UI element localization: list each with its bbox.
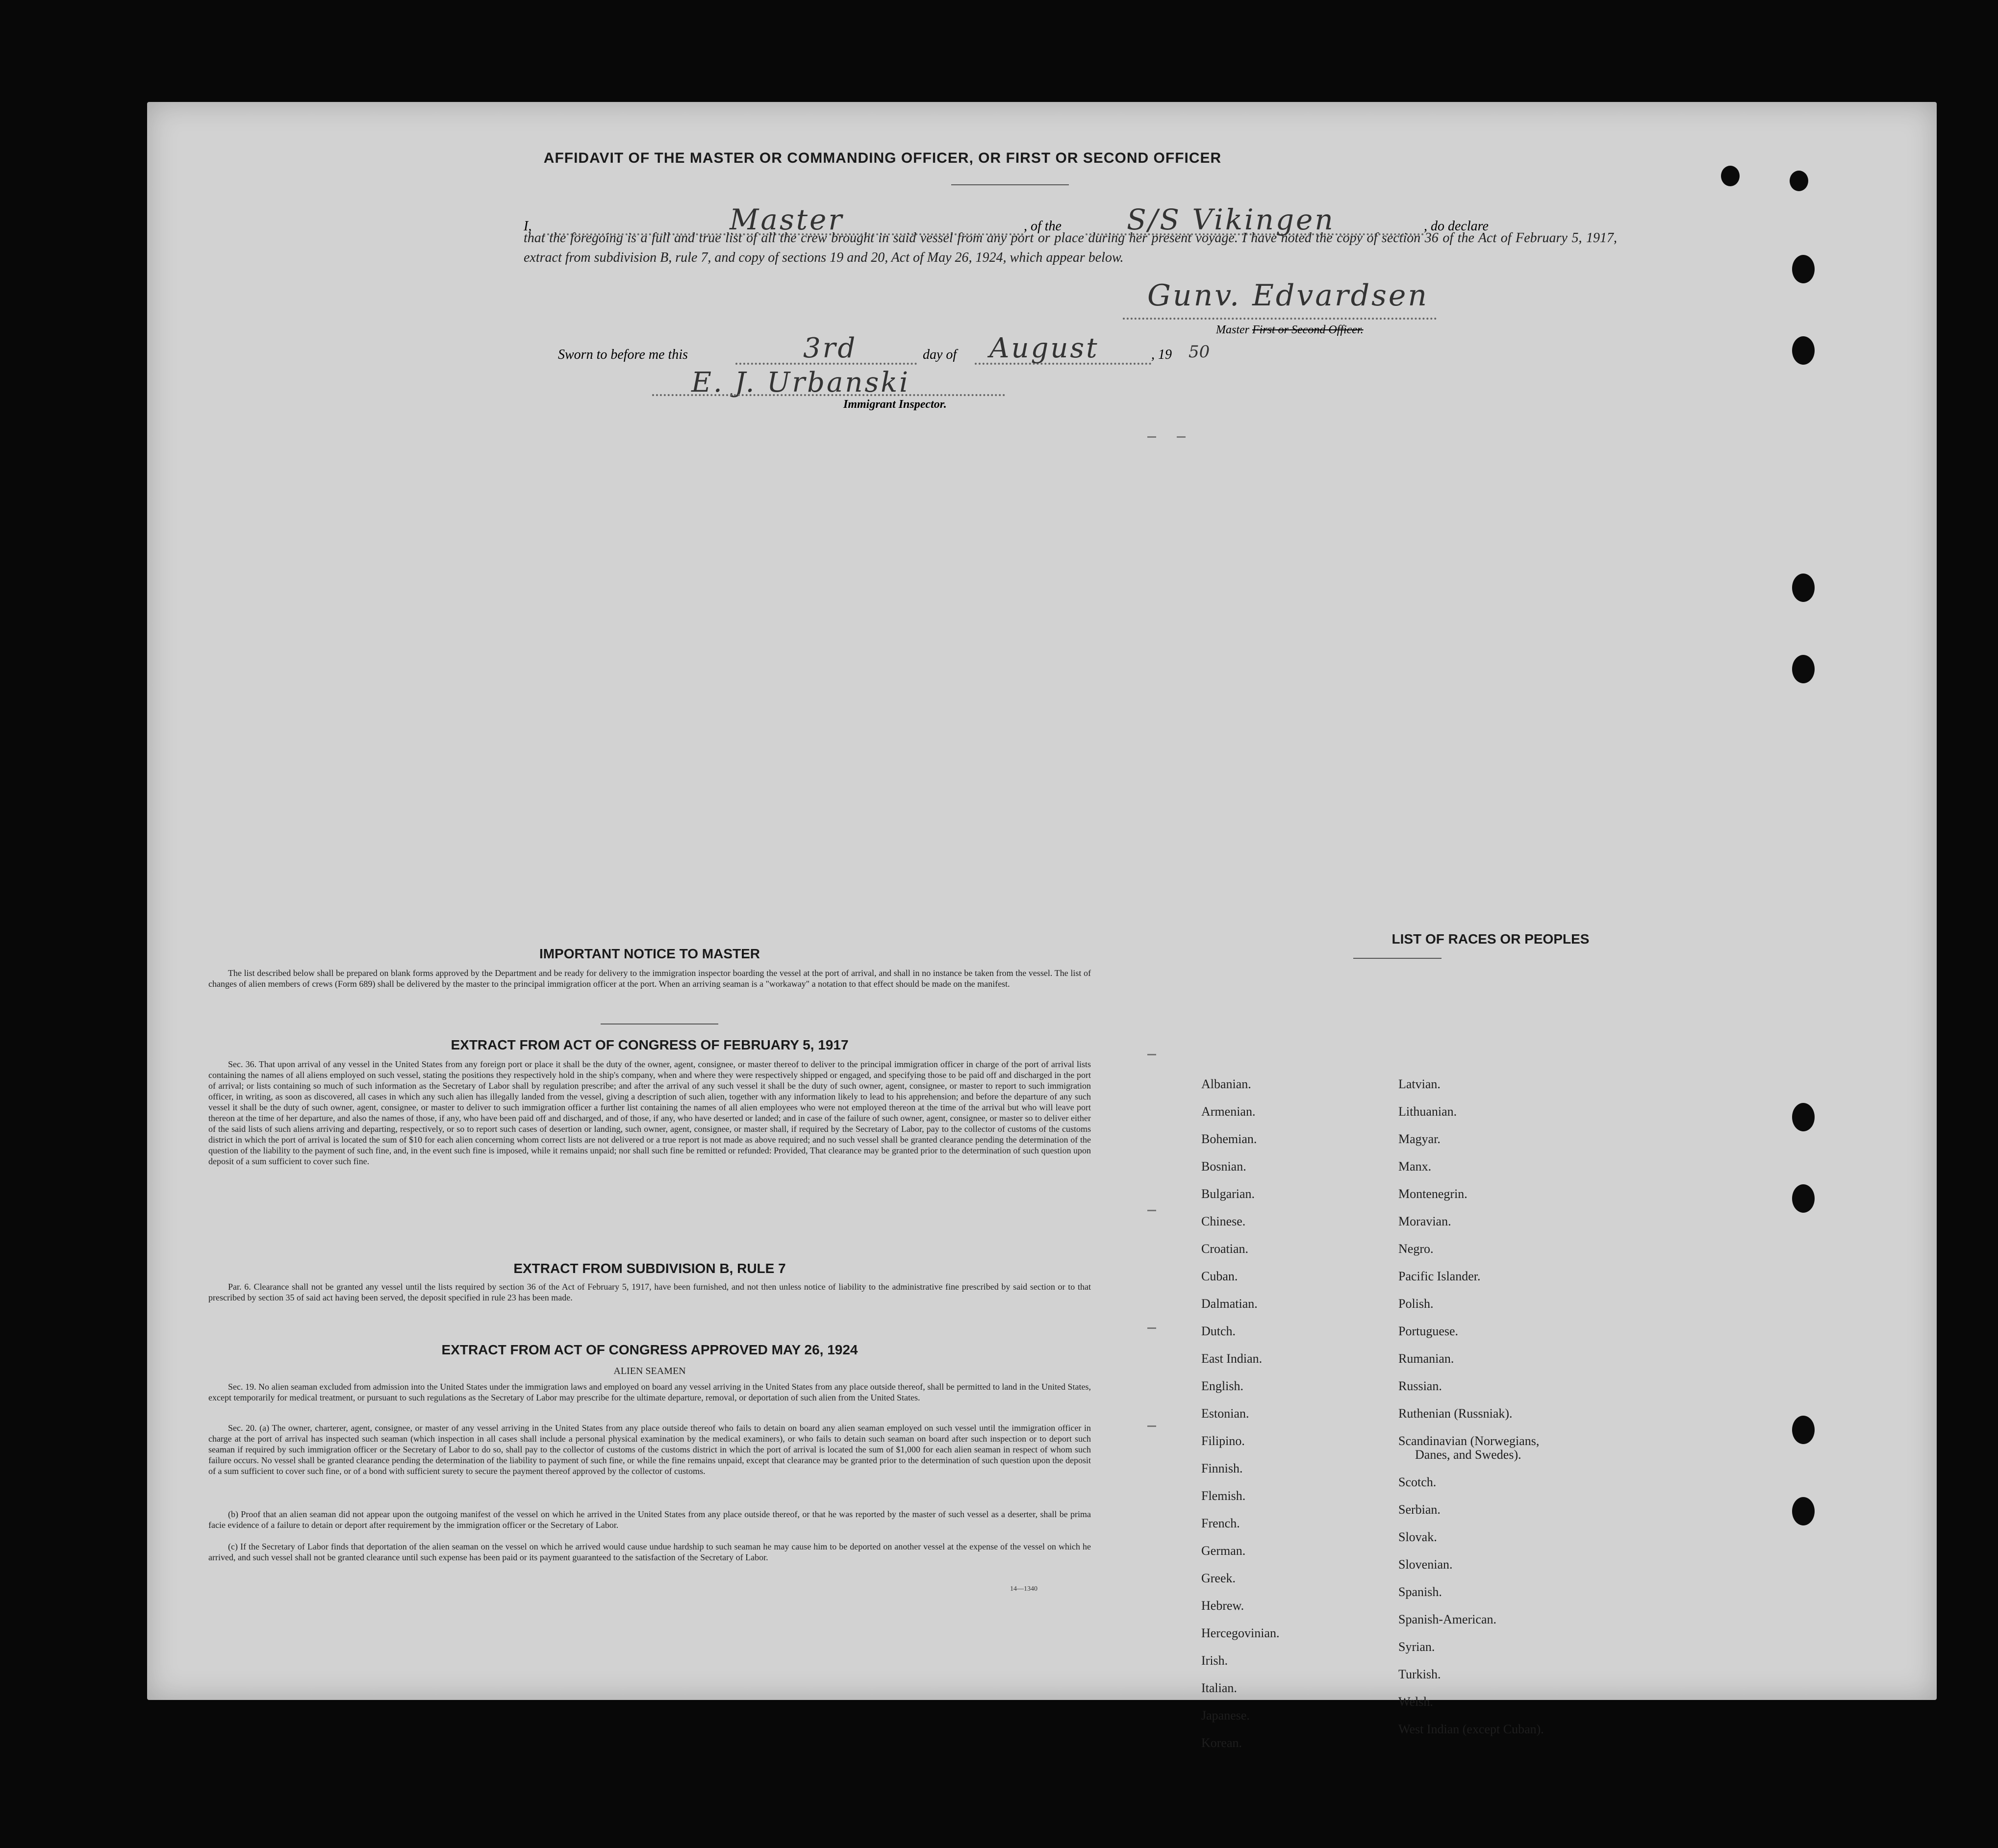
race-item: Pacific Islander. (1398, 1269, 1481, 1283)
race-item: East Indian. (1201, 1351, 1263, 1366)
race-item: Spanish. (1398, 1585, 1442, 1599)
caption-master: Master (1216, 324, 1249, 336)
race-item: Magyar. (1398, 1132, 1441, 1146)
declarant-prefix: I, (524, 219, 532, 234)
race-item-multiline (1398, 1434, 1544, 1475)
race-item: Dutch. (1201, 1324, 1236, 1338)
race-item: Negro. (1398, 1242, 1434, 1256)
race-item: Armenian. (1201, 1104, 1256, 1119)
race-item: Syrian. (1398, 1640, 1435, 1654)
notice-text: The list described below shall be prepared on blank forms approved by the Department and be ready for delivery to the immigration inspector boarding the vessel at the port of arrival, and shall in no instance be taken from the vessel. The list of changes of alien members of crews (Form 689) shall be delivered by the master to the principal immigration officer at the port. When an arriving seaman is a "workaway" a notation to that effect should be made on the manifest. (208, 968, 1091, 989)
punch-hole (1792, 1497, 1815, 1525)
races-divider (1353, 958, 1442, 959)
races-title: LIST OF RACES OR PEOPLES (1391, 931, 1590, 947)
stray-mark (1147, 436, 1156, 438)
alien-seamen-subtitle: ALIEN SEAMEN (613, 1366, 686, 1376)
punch-hole (1792, 1184, 1815, 1213)
race-item: French. (1201, 1516, 1240, 1530)
race-item: Japanese. (1201, 1708, 1250, 1723)
inspector-caption: Immigrant Inspector. (843, 398, 947, 411)
extract-1917-title: EXTRACT FROM ACT OF CONGRESS OF FEBRUARY 5, 1917 (451, 1037, 849, 1052)
race-item: Chinese. (1201, 1214, 1246, 1228)
race-item: Turkish. (1398, 1667, 1441, 1681)
race-item: Bosnian. (1201, 1159, 1246, 1174)
race-item: Greek. (1201, 1571, 1236, 1585)
do-declare-label: , do declare (1424, 219, 1489, 234)
race-item: Montenegrin. (1398, 1187, 1467, 1201)
race-item-line: Danes, and Swedes). (1415, 1448, 1521, 1462)
race-item: Polish. (1398, 1297, 1434, 1311)
race-item: Albanian. (1201, 1077, 1251, 1091)
of-the-label: , of the (1024, 219, 1062, 234)
race-item: Bulgarian. (1201, 1187, 1255, 1201)
stray-mark (1147, 1425, 1156, 1427)
race-item: Serbian. (1398, 1502, 1441, 1517)
handwritten-day: 3rd (803, 332, 858, 364)
title-divider (951, 184, 1069, 185)
race-item: Ruthenian (Russniak). (1398, 1406, 1513, 1421)
race-item: Finnish. (1201, 1461, 1243, 1475)
caption-struck-officer: First or Second Officer. (1252, 324, 1364, 336)
race-item: Moravian. (1398, 1214, 1451, 1228)
sworn-label: Sworn to before me this (558, 347, 688, 362)
master-signature: Gunv. Edvardsen (1147, 278, 1429, 313)
punch-hole (1721, 166, 1740, 186)
affidavit-title: AFFIDAVIT OF THE MASTER OR COMMANDING OFFICER, OR FIRST OR SECOND OFFICER (543, 150, 1222, 166)
inspector-line (652, 394, 1005, 396)
races-left-column (1201, 1077, 1280, 1764)
year-prefix-label: , 19 (1151, 347, 1172, 362)
race-item: Spanish-American. (1398, 1612, 1497, 1626)
stray-mark (1147, 1327, 1156, 1329)
punch-hole (1792, 574, 1815, 602)
race-item: Scotch. (1398, 1475, 1437, 1489)
form-number: 14—1340 (1010, 1585, 1037, 1593)
stray-mark (1147, 1210, 1156, 1211)
race-item: Hebrew. (1201, 1598, 1244, 1613)
sec20b-text: (b) Proof that an alien seaman did not appear upon the outgoing manifest of the vessel on which he arrived in the United States from any place outside thereof, or that he was reported by the master of such vessel as a deserter, shall be prima facie evidence of a failure to detain or deport after requirement by the immigration officer or the Secretary of Labor. (208, 1509, 1091, 1530)
race-item: Manx. (1398, 1159, 1432, 1174)
handwritten-year: 50 (1189, 342, 1210, 362)
sec19-text: Sec. 19. No alien seaman excluded from admission into the United States under the immigration laws and employed on board any vessel arriving in the United States from any place outside thereof, shall be permitted to land in the United States, except temporarily for medical treatment, or pursuant to such regulations as the Secretary of Labor may prescribe for the ultimate departure, removal, or deportation of such alien from the United States. (208, 1382, 1091, 1402)
notice-title: IMPORTANT NOTICE TO MASTER (539, 946, 760, 961)
race-item: German. (1201, 1544, 1246, 1558)
stray-mark (1147, 1054, 1156, 1055)
race-item: Cuban. (1201, 1269, 1238, 1283)
race-item: Portuguese. (1398, 1324, 1459, 1338)
race-item: Latvian. (1398, 1077, 1441, 1091)
race-item: Korean. (1201, 1736, 1242, 1750)
signature-line (1123, 318, 1437, 320)
race-item: Flemish. (1201, 1489, 1246, 1503)
handwritten-month: August (989, 332, 1099, 364)
handwritten-vessel: S/S Vikingen (1127, 203, 1335, 236)
race-item: Irish. (1201, 1653, 1228, 1668)
extract-rule7-title: EXTRACT FROM SUBDIVISION B, RULE 7 (513, 1261, 786, 1276)
extract-1924-title: EXTRACT FROM ACT OF CONGRESS APPROVED MAY 26, 1924 (441, 1342, 858, 1357)
race-item: Croatian. (1201, 1242, 1249, 1256)
inspector-signature: E. J. Urbanski (691, 367, 910, 399)
extract-rule7-text: Par. 6. Clearance shall not be granted any vessel until the lists required by section 36 of the Act of February 5, 1917, have been furnished, and not then unless notice of liability to the administrative fine prescribed by said section or to that prescribed by section 35 of said act having been served, the deposit specified in rule 23 has been made. (208, 1282, 1091, 1302)
race-item: Welsh. (1398, 1695, 1433, 1709)
race-item: Slovenian. (1398, 1557, 1453, 1572)
race-item: Lithuanian. (1398, 1104, 1457, 1119)
race-item: Slovak. (1398, 1530, 1437, 1544)
punch-hole (1792, 1416, 1815, 1444)
race-item-line: Scandinavian (Norwegians, (1398, 1434, 1540, 1448)
race-item: Dalmatian. (1201, 1297, 1258, 1311)
race-item: Italian. (1201, 1681, 1237, 1695)
race-item: Filipino. (1201, 1434, 1245, 1448)
punch-hole (1792, 1103, 1815, 1131)
race-item: Bohemian. (1201, 1132, 1257, 1146)
race-item: Estonian. (1201, 1406, 1249, 1421)
punch-hole (1792, 255, 1815, 283)
day-of-label: day of (923, 347, 957, 362)
extract-1917-text: Sec. 36. That upon arrival of any vessel in the United States from any foreign port or place it shall be the duty of the owner, agent, consignee, or master thereof to deliver to the principal immigration officer in charge of the port of arrival lists containing the names of all aliens employed on such vessel, stating the positions they respectively hold in the ship's company, when and where they were respectively shipped or engaged, and specifying those to be paid off and discharged in the port of arrival; or lists containing so much of such information as the Secretary of Labor shall by regulation prescribe; and after the arrival of any such vessel it shall be the duty of such owner, agent, consignee, or master to report to such immigration officer, in writing, as soon as discovered, all cases in which any such alien has illegally landed from the vessel, giving a description of such alien, together with any information likely to lead to his apprehension; and before the departure of any such vessel it shall be the duty of such owner, agent, consignee, or master to deliver to such immigration officer a further list containing the names of all alien employees who were not employed thereon at the time of the arrival but who will leave port thereon at the time of her departure, and also the names of those, if any, who have been paid off and discharged, and of those, if any, who have deserted or landed; and in case of the failure of such owner, agent, consignee, or master so to deliver either of the said lists of such aliens arriving and departing, respectively, or so to report such cases of desertion or landing, such owner, agent, consignee, or master shall, if required by the Secretary of Labor, pay to the collector of customs of the customs district in which the port of arrival is located the sum of $10 for each alien concerning whom correct lists are not delivered or a true report is not made as above required; and no such vessel shall be granted clearance pending the determination of the question of the liability to the payment of such fine, and, in the event such fine is imposed, while it remains unpaid; nor shall such fine be remitted or refunded: Provided, That clearance may be granted prior to the determination of such question upon deposit of a sum sufficient to cover such fine. (208, 1059, 1091, 1166)
punch-hole (1792, 655, 1815, 683)
race-item: Russian. (1398, 1379, 1442, 1393)
stray-mark (1177, 436, 1186, 438)
punch-hole (1792, 336, 1815, 365)
sec20a-text: Sec. 20. (a) The owner, charterer, agent, consignee, or master of any vessel arriving in the United States from any place outside thereof who fails to detain on board any alien seaman employed on such vessel until the immigration officer in charge at the port of arrival has inspected such seaman (which inspection in all cases shall include a personal physical examination by the medical examiners), or who fails to detain such seaman on board after such inspection or to deport such seaman if required by such immigration officer or the Secretary of Labor to do so, shall pay to the collector of customs of the customs district in which the port of arrival is located the sum of $1,000 for each alien seaman in respect of whom such failure occurs. No vessel shall be granted clearance pending the determination of the liability to payment of such fine, or while the fine remains unpaid, except that clearance may be granted prior to the determination of such question upon the deposit of a sum sufficient to cover such fine, or of a bond with sufficient surety to secure the payment thereof approved by the collector of customs. (208, 1423, 1091, 1476)
declaration-text: that the foregoing is a full and true list of all the crew brought in said vessel from any port or place during her present voyage. I have noted the copy of section 36 of the Act of February 5, 1917, extract from subdivision B, rule 7, and copy of sections 19 and 20, Act of May 26, 1924, which appear below. (524, 230, 1617, 265)
handwritten-rank: Master (730, 203, 844, 236)
races-right-column (1398, 1077, 1544, 1750)
race-item: Rumanian. (1398, 1351, 1454, 1366)
sworn-line (558, 332, 1441, 372)
race-item: Hercegovinian. (1201, 1626, 1280, 1640)
document-page (147, 102, 1937, 1750)
race-item: West Indian (except Cuban). (1398, 1722, 1544, 1736)
race-item: English. (1201, 1379, 1243, 1393)
sec20c-text: (c) If the Secretary of Labor finds that deportation of the alien seaman on the vessel on which he arrived would cause undue hardship to such seaman he may cause him to be deported on another vessel at the expense of the vessel on which he arrived, and such vessel shall not be granted clearance until such expense has been paid or its payment guaranteed to the satisfaction of the Secretary of Labor. (208, 1542, 1091, 1562)
punch-hole (1790, 171, 1808, 191)
